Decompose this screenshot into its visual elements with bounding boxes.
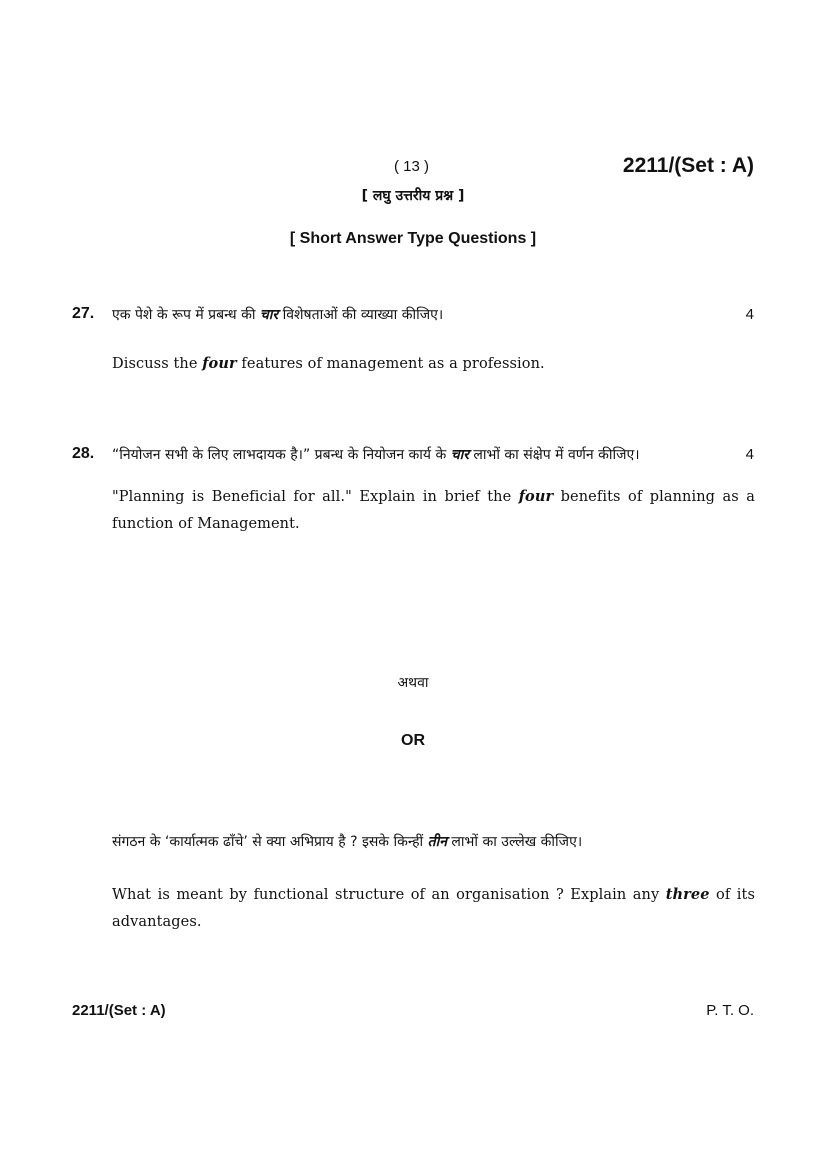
text: What is meant by functional structure of an organisation ? Explain any (112, 887, 666, 903)
or-english: OR (401, 732, 425, 749)
text: "Planning is Beneficial for all." Explain in brief the (112, 489, 519, 505)
text: लाभों का संक्षेप में वर्णन कीजिए। (468, 447, 640, 463)
paper-code-header: 2211/(Set : A) (622, 154, 754, 177)
alternative-hindi (112, 832, 582, 851)
text: लाभों का उल्लेख कीजिए। (446, 834, 583, 850)
section-title-hindi: [ लघु उत्तरीय प्रश्न ] (361, 188, 465, 204)
question-hindi (112, 445, 640, 464)
text: संगठन के ‘कार्यात्मक ढाँचे’ से क्या अभिप्राय है ? इसके किन्हीं (112, 834, 428, 850)
emphasis: four (518, 488, 554, 505)
question-hindi (112, 305, 443, 324)
emphasis: चार (450, 447, 469, 463)
question-number: 28. (72, 445, 95, 462)
alternative-english (112, 881, 755, 936)
paper-code-footer: 2211/(Set : A) (72, 1002, 166, 1019)
emphasis: four (202, 355, 237, 372)
text: “नियोजन सभी के लिए लाभदायक है।” प्रबन्ध के नियोजन कार्य के (112, 447, 451, 463)
text: Discuss the (112, 356, 203, 372)
question-number: 27. (72, 305, 95, 322)
question-marks: 4 (745, 306, 754, 323)
text: features of management as a profession. (236, 356, 545, 372)
text: of its advantages. (112, 887, 755, 930)
text: benefits of planning as a function of Management. (112, 489, 755, 532)
emphasis: तीन (427, 834, 447, 850)
question-english (112, 350, 755, 378)
question-english (112, 483, 755, 538)
page-number: ( 13 ) (394, 158, 430, 175)
emphasis: three (665, 886, 710, 903)
section-title-english: [ Short Answer Type Questions ] (289, 230, 537, 247)
pto: P. T. O. (706, 1002, 754, 1019)
text: विशेषताओं की व्याख्या कीजिए। (278, 307, 444, 323)
or-hindi: अथवा (397, 675, 429, 691)
emphasis: चार (259, 307, 279, 323)
text: एक पेशे के रूप में प्रबन्ध की (112, 307, 260, 323)
question-marks: 4 (745, 446, 754, 463)
